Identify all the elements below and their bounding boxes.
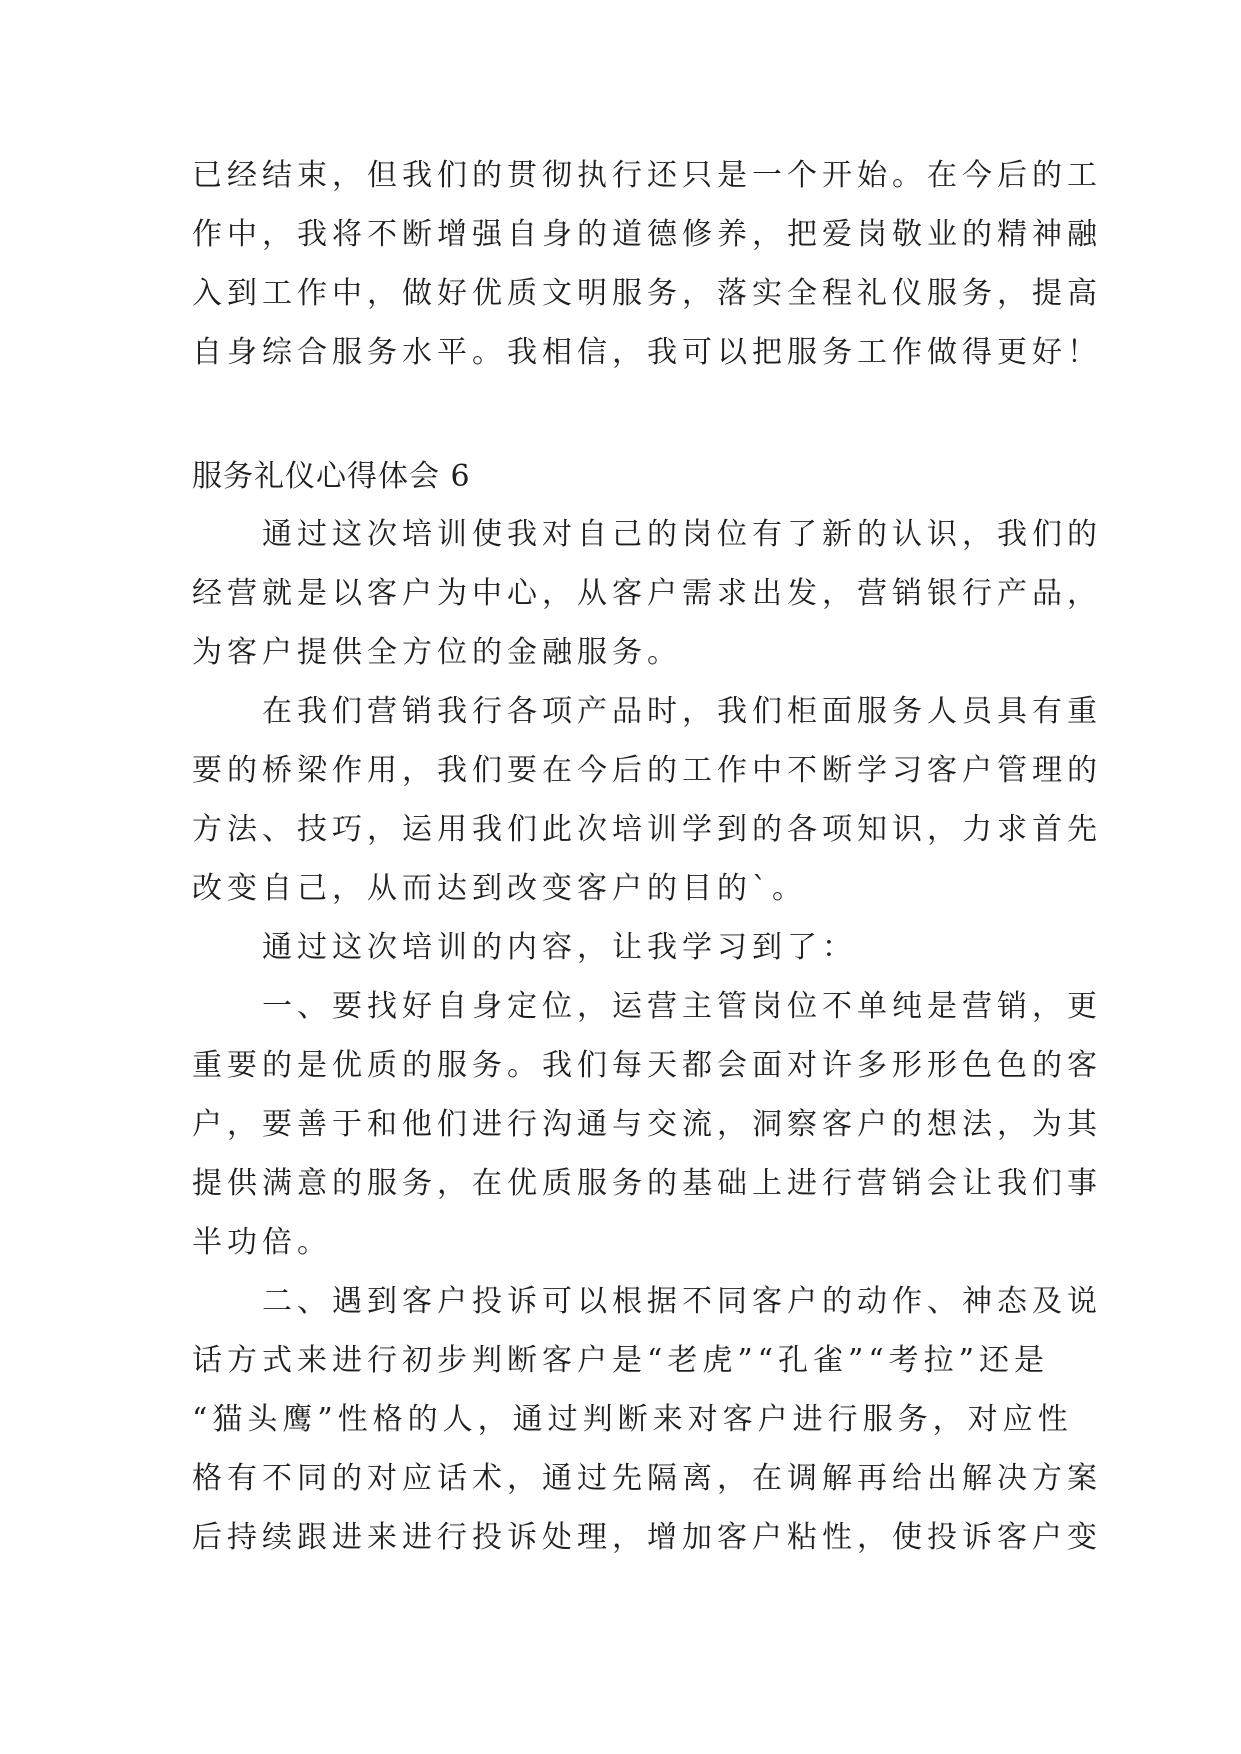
text-line: “猫头鹰”性格的人，通过判断来对客户进行服务，对应性 (192, 1402, 1073, 1437)
text-line: 后持续跟进来进行投诉处理，增加客户粘性，使投诉客户变 (192, 1520, 1102, 1555)
text-line: 格有不同的对应话术，通过先隔离，在调解再给出解决方案 (192, 1461, 1102, 1496)
text-line: 提供满意的服务，在优质服务的基础上进行营销会让我们事 (192, 1166, 1102, 1201)
text-line: 话方式来进行初步判断客户是“老虎”“孔雀”“考拉”还是 (192, 1343, 1050, 1378)
text-line: 已经结束，但我们的贯彻执行还只是一个开始。在今后的工 (192, 158, 1102, 193)
text-line: 通过这次培训使我对自己的岗位有了新的认识，我们的 (192, 517, 1102, 552)
section-heading: 服务礼仪心得体会 6 (192, 459, 471, 494)
text-line: 为客户提供全方位的金融服务。 (192, 635, 682, 670)
text-line: 入到工作中，做好优质文明服务，落实全程礼仪服务，提高 (192, 276, 1102, 311)
text-line: 重要的是优质的服务。我们每天都会面对许多形形色色的客 (192, 1048, 1102, 1083)
text-line: 户，要善于和他们进行沟通与交流，洞察客户的想法，为其 (192, 1107, 1102, 1142)
text-line: 二、遇到客户投诉可以根据不同客户的动作、神态及说 (192, 1284, 1102, 1319)
text-line: 半功倍。 (192, 1225, 332, 1260)
text-line: 作中，我将不断增强自身的道德修养，把爱岗敬业的精神融 (192, 217, 1102, 252)
text-line: 自身综合服务水平。我相信，我可以把服务工作做得更好！ (192, 335, 1102, 370)
top-paragraph (192, 146, 1102, 382)
text-line: 通过这次培训的内容，让我学习到了： (192, 930, 857, 965)
text-line: 经营就是以客户为中心，从客户需求出发，营销银行产品， (192, 576, 1102, 611)
body-text (192, 505, 1102, 1567)
text-line: 在我们营销我行各项产品时，我们柜面服务人员具有重 (192, 694, 1102, 729)
text-line: 方法、技巧，运用我们此次培训学到的各项知识，力求首先 (192, 812, 1102, 847)
text-line: 改变自己，从而达到改变客户的目的`。 (192, 871, 807, 906)
text-line: 一、要找好自身定位，运营主管岗位不单纯是营销，更 (192, 989, 1102, 1024)
text-line: 要的桥梁作用，我们要在今后的工作中不断学习客户管理的 (192, 753, 1102, 788)
